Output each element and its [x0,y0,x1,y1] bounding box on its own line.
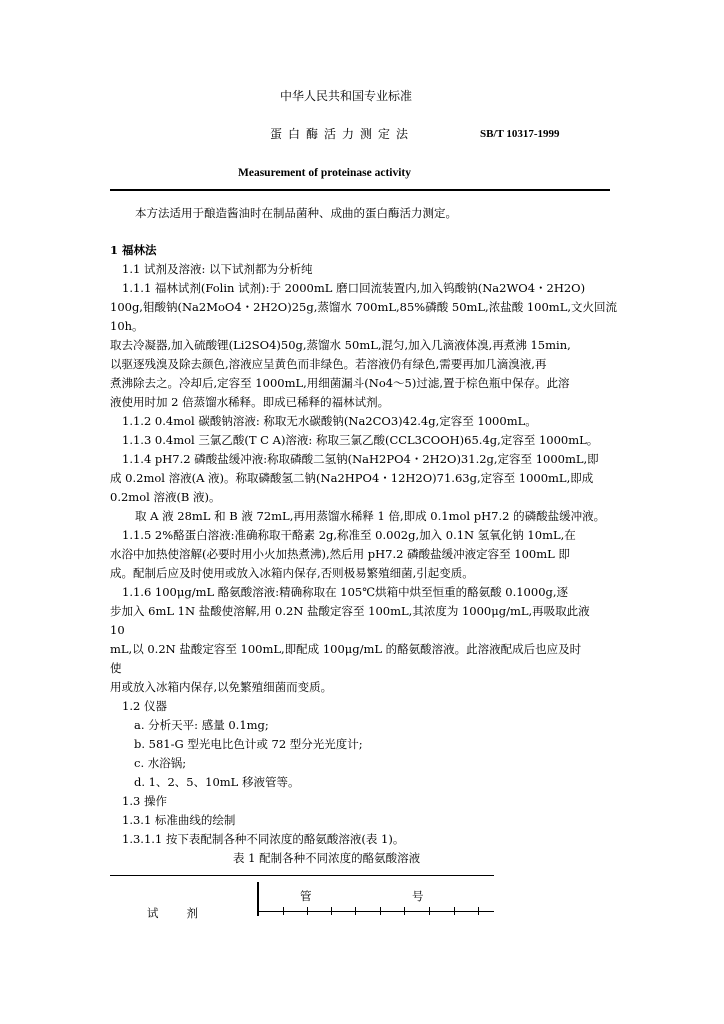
text-line: 成 0.2mol 溶液(A 液)。称取磷酸氢二钠(Na2HPO4・12H2O)71.63g,定容至 1000mL,即成 [110,471,594,485]
table-tick [283,907,284,915]
standard-code: SB/T 10317-1999 [480,128,560,140]
text-line: 煮沸除去之。冷却后,定容至 1000mL,用细菌漏斗(No4～5)过滤,置于棕色瓶中保存。此溶 [110,376,570,390]
table-tick [454,907,455,915]
text-line: 1.1.2 0.4mol 碳酸钠溶液: 称取无水碳酸钠(Na2CO3)42.4g,定容至 1000mL。 [122,414,537,428]
section-1-2-heading: 1.2 仪器 [122,699,167,713]
text-line: 取去冷凝器,加入硫酸锂(Li2SO4)50g,蒸馏水 50mL,混匀,加入几滴液体溴,再煮沸 15min, [110,338,571,352]
section-1-heading: 1 福林法 [110,243,157,257]
table-subheader-rule [257,911,494,912]
table-tick [355,907,356,915]
text-line: 步加入 6mL 1N 盐酸使溶解,用 0.2N 盐酸定容至 100mL,其浓度为 1000μg/mL,再吸取此液 [110,604,590,618]
english-title: Measurement of proteinase activity [238,167,411,179]
text-line: 取 A 液 28mL 和 B 液 72mL,再用蒸馏水稀释 1 倍,即成 0.1mol pH7.2 的磷酸盐缓冲液。 [135,509,606,523]
text-line: 1.3.1.1 按下表配制各种不同浓度的酪氨酸溶液(表 1)。 [122,832,405,846]
table-caption: 表 1 配制各种不同浓度的酪氨酸溶液 [233,851,421,865]
text-line: 水浴中加热使溶解(必要时用小火加热煮沸),然后用 pH7.2 磷酸盐缓冲液定容至 100mL 即 [110,547,570,561]
text-line: 0.2mol 溶液(B 液)。 [110,490,221,504]
table-header-number: 号 [412,889,424,903]
list-item: b. 581-G 型光电比色计或 72 型分光光度计; [134,737,363,751]
table-tick [380,907,381,915]
text-line: 液使用时加 2 倍蒸馏水稀释。即成已稀释的福林试剂。 [110,395,390,409]
table-header-tube: 管 [300,889,312,903]
text-line: 10h。 [110,319,144,333]
table-header-reagent: 试剂 [147,906,226,920]
text-line: 成。配制后应及时使用或放入冰箱内保存,否则极易繁殖细菌,引起变质。 [110,566,474,580]
header-divider [110,189,610,191]
table-tick [429,907,430,915]
text-line: 10 [110,623,125,637]
standard-heading: 中华人民共和国专业标准 [280,89,413,103]
table-tick [478,907,479,915]
text-line: 1.1.4 pH7.2 磷酸盐缓冲液:称取磷酸二氢钠(NaH2PO4・2H2O)31.2g,定容至 1000mL,即 [122,452,599,466]
table-tick [331,907,332,915]
document-title: 蛋白酶活力测定法 [270,127,415,141]
section-1-1-heading: 1.1 试剂及溶液: 以下试剂都为分析纯 [122,262,313,276]
list-item: a. 分析天平: 感量 0.1mg; [134,718,269,732]
table-tick [404,907,405,915]
text-line: 1.1.3 0.4mol 三氯乙酸(T C A)溶液: 称取三氯乙酸(CCL3COOH)65.4g,定容至 1000mL。 [122,433,599,447]
text-line: 1.1.1 福林试剂(Folin 试剂):于 2000mL 磨口回流装置内,加入钨酸钠(Na2WO4・2H2O) [122,281,586,295]
text-line: 100g,钼酸钠(Na2MoO4・2H2O)25g,蒸馏水 700mL,85%磷酸 50mL,浓盐酸 100mL,文火回流 [110,300,618,314]
section-1-3-heading: 1.3 操作 [122,794,167,808]
text-line: 使 [110,661,122,675]
text-line: mL,以 0.2N 盐酸定容至 100mL,即配成 100μg/mL 的酪氨酸溶液。此溶液配成后也应及时 [110,642,582,656]
list-item: c. 水浴锅; [134,756,187,770]
text-line: 用或放入冰箱内保存,以免繁殖细菌而变质。 [110,680,333,694]
intro-paragraph: 本方法适用于酿造酱油时在制品菌种、成曲的蛋白酶活力测定。 [135,206,457,220]
text-line: 1.1.6 100μg/mL 酪氨酸溶液:精确称取在 105℃烘箱中烘至恒重的酪氨酸 0.1000g,逐 [122,585,569,599]
table-tick [307,907,308,915]
list-item: d. 1、2、5、10mL 移液管等。 [134,775,300,789]
section-1-3-1-heading: 1.3.1 标准曲线的绘制 [122,813,236,827]
table-top-rule [110,875,494,876]
text-line: 以驱逐残溴及除去颜色,溶液应呈黄色而非绿色。若溶液仍有绿色,需要再加几滴溴液,再 [110,357,547,371]
text-line: 1.1.5 2%酪蛋白溶液:准确称取干酪素 2g,称准至 0.002g,加入 0.1N 氢氧化钠 10mL,在 [122,528,576,542]
